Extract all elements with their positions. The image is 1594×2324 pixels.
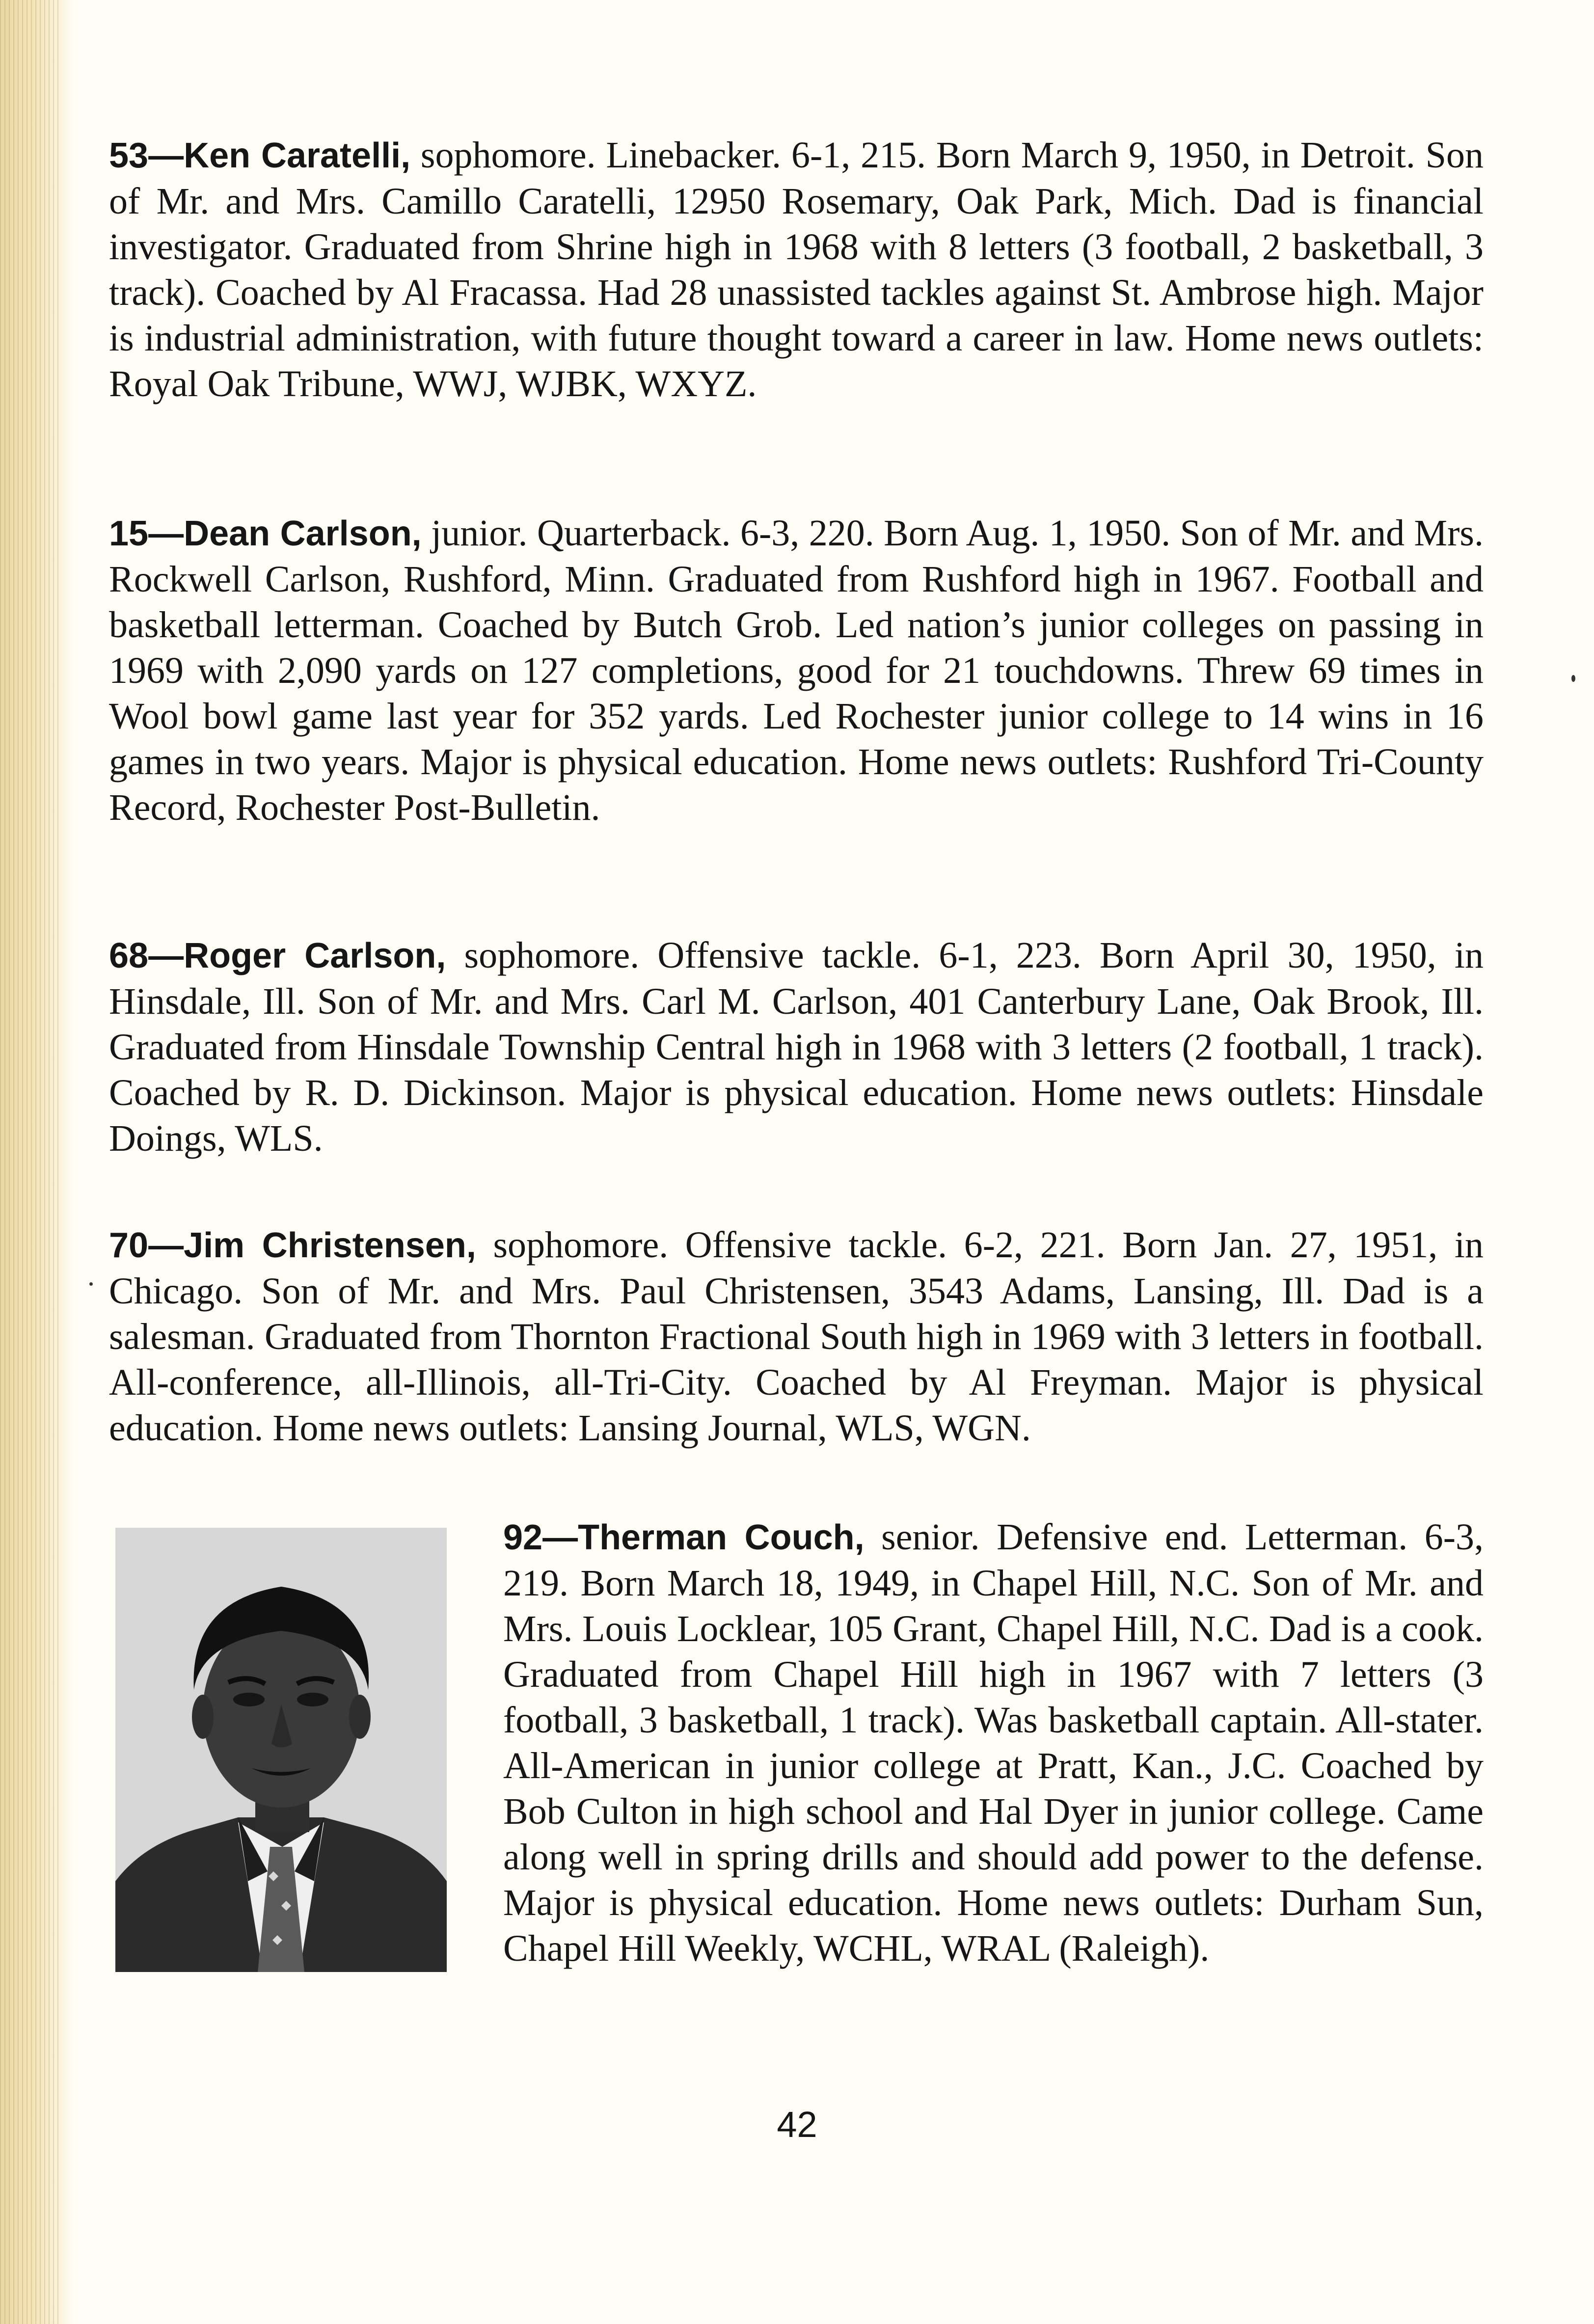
player-entry-caratelli — [109, 133, 1484, 407]
player-name: 92—Therman Couch, — [503, 1518, 865, 1557]
margin-speck — [89, 1282, 93, 1286]
player-entry-dean-carlson — [109, 511, 1484, 831]
player-name: 15—Dean Carlson, — [109, 514, 422, 553]
player-name: 70—Jim Christensen, — [109, 1226, 476, 1265]
player-portrait-photo — [115, 1528, 447, 1972]
player-bio: sophomore. Offensive tackle. 6-1, 223. Born April 30, 1950, in Hinsdale, Ill. Son of Mr. and Mrs. Carl M. Carlson, 401 Canterbury Lane, Oak Brook, Ill. Graduated from Hinsdale Township Central high in 1968 with 3 letters (2 football, 1 track). Coached by R. D. Dickinson. Major is physical education. Home news outlets: Hinsdale Doings, WLS. — [109, 935, 1484, 1159]
player-entry-christensen — [109, 1222, 1484, 1451]
page-number: 42 — [777, 2104, 817, 2145]
player-name: 68—Roger Carlson, — [109, 936, 446, 975]
player-name: 53—Ken Caratelli, — [109, 136, 411, 175]
player-bio: sophomore. Linebacker. 6-1, 215. Born March 9, 1950, in Detroit. Son of Mr. and Mrs. Camillo Caratelli, 12950 Rosemary, Oak Park, Mich. Dad is financial investigator. Graduated from Shrine high in 1968 with 8 letters (3 football, 2 basketball, 3 track). Coached by Al Fracassa. Had 28 unassisted tackles against St. Ambrose high. Major is industrial administration, with future thought toward a career in law. Home news outlets: Royal Oak Tribune, WWJ, WJBK, WXYZ. — [109, 135, 1484, 405]
player-entry-roger-carlson — [109, 933, 1484, 1162]
player-bio: junior. Quarterback. 6-3, 220. Born Aug. 1, 1950. Son of Mr. and Mrs. Rockwell Carlson, Rushford, Minn. Graduated from Rushford high in 1967. Football and basketball letterman. Coached by Butch Grob. Led nation’s junior colleges on passing in 1969 with 2,090 yards on 127 completions, good for 21 touchdowns. Threw 69 times in Wool bowl game last year for 352 yards. Led Rochester junior college to 14 wins in 16 games in two years. Major is physical education. Home news outlets: Rushford Tri-County Record, Rochester Post-Bulletin. — [109, 513, 1484, 828]
player-bio: senior. Defensive end. Letterman. 6-3, 219. Born March 18, 1949, in Chapel Hill, N.C. Son of Mr. and Mrs. Louis Locklear, 105 Grant, Chapel Hill, N.C. Dad is a cook. Graduated from Chapel Hill high in 1967 with 7 letters (3 football, 3 basketball, 1 track). Was basketball captain. All-stater. All-American in junior college at Pratt, Kan., J.C. Coached by Bob Culton in high school and Hal Dyer in junior college. Came along well in spring drills and should add power to the defense. Major is physical education. Home news outlets: Durham Sun, Chapel Hill Weekly, WCHL, WRAL (Raleigh). — [503, 1516, 1484, 1969]
player-entry-couch — [503, 1514, 1484, 1972]
page-edge-lines — [0, 0, 59, 2324]
margin-speck — [1571, 675, 1575, 682]
player-bio: sophomore. Offensive tackle. 6-2, 221. Born Jan. 27, 1951, in Chicago. Son of Mr. and Mrs. Paul Christensen, 3543 Adams, Lansing, Ill. Dad is a salesman. Graduated from Thornton Fractional South high in 1969 with 3 letters in football. All-conference, all-Illinois, all-Tri-City. Coached by Al Freyman. Major is physical education. Home news outlets: Lansing Journal, WLS, WGN. — [109, 1224, 1484, 1449]
